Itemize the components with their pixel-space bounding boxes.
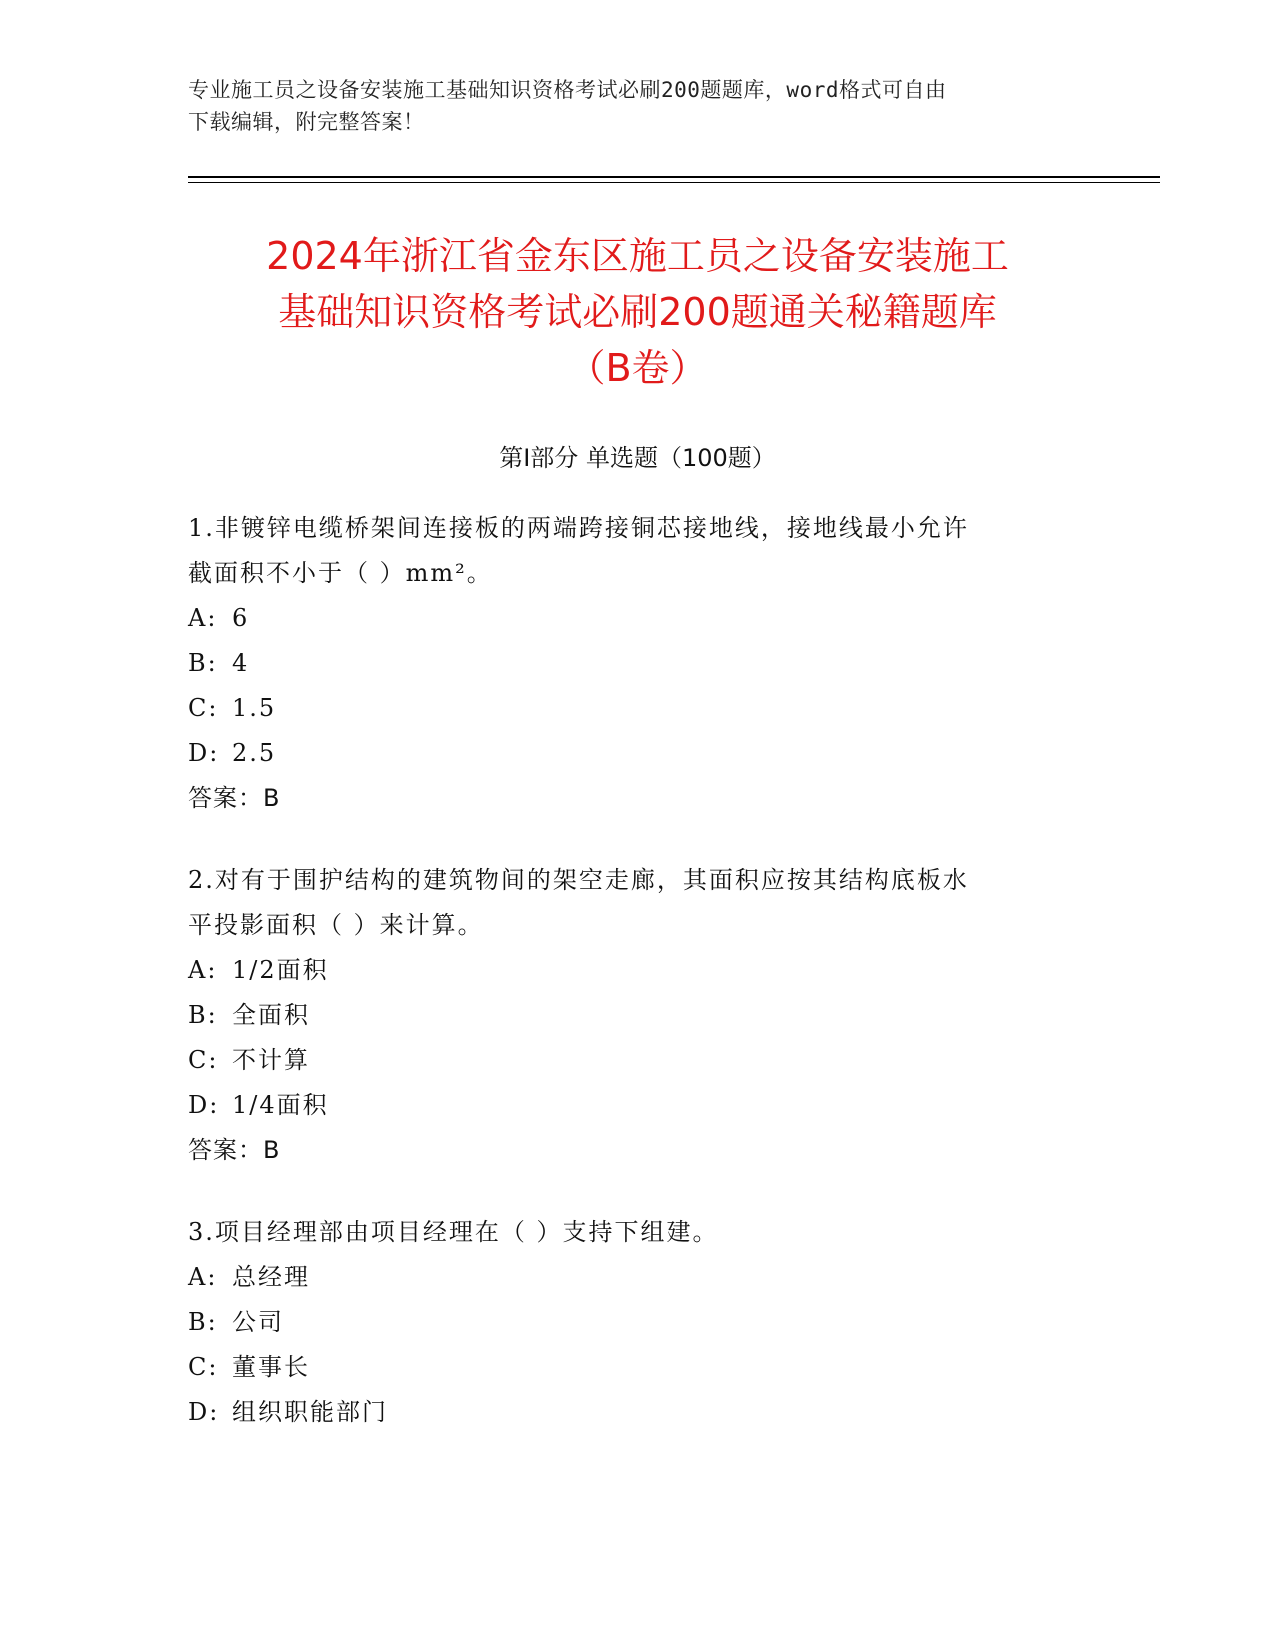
option-text: 董事长 (232, 1353, 310, 1381)
option-c (188, 1345, 1068, 1390)
question-stem-line-1: 1.非镀锌电缆桥架间连接板的两端跨接铜芯接地线，接地线最小允许 (188, 514, 969, 542)
title-line-1: 2024年浙江省金东区施工员之设备安装施工 (266, 234, 1009, 278)
option-key: D: (188, 1398, 220, 1426)
option-text: 公司 (232, 1308, 284, 1336)
option-a (188, 596, 1068, 641)
option-key: A: (188, 1263, 218, 1291)
question-stem (188, 506, 1068, 596)
option-c (188, 686, 1068, 731)
answer: 答案：B (188, 1136, 281, 1164)
option-text: 1/4面积 (232, 1091, 329, 1119)
option-d (188, 1390, 1068, 1435)
option-b (188, 641, 1068, 686)
option-c (188, 1038, 1068, 1083)
option-b (188, 1300, 1068, 1345)
option-a (188, 1255, 1068, 1300)
option-text: 2.5 (232, 739, 277, 767)
option-text: 全面积 (232, 1001, 310, 1029)
option-key: A: (188, 956, 218, 984)
section-heading: 第Ⅰ部分 单选题（100题） (499, 444, 776, 472)
question-stem (188, 858, 1068, 948)
option-d (188, 1083, 1068, 1128)
question-stem-line-2: 平投影面积（ ）来计算。 (188, 911, 484, 939)
option-key: A: (188, 604, 218, 632)
header-note-line-1: 专业施工员之设备安装施工基础知识资格考试必刷200题题库，word格式可自由 (188, 78, 947, 102)
option-key: B: (188, 1001, 218, 1029)
option-key: C: (188, 1046, 219, 1074)
option-key: C: (188, 694, 219, 722)
question-2 (188, 858, 1068, 1173)
option-key: D: (188, 739, 220, 767)
option-key: C: (188, 1353, 219, 1381)
option-text: 4 (232, 649, 250, 677)
option-text: 不计算 (232, 1046, 310, 1074)
header-note (188, 74, 1088, 138)
question-stem-line-1: 2.对有于围护结构的建筑物间的架空走廊，其面积应按其结构底板水 (188, 866, 969, 894)
question-stem (188, 1210, 1068, 1255)
option-text: 组织职能部门 (232, 1398, 388, 1426)
option-text: 6 (232, 604, 250, 632)
option-key: B: (188, 649, 218, 677)
option-text: 1.5 (232, 694, 277, 722)
option-b (188, 993, 1068, 1038)
question-stem-line-1: 3.项目经理部由项目经理在（ ）支持下组建。 (188, 1218, 719, 1246)
title-line-2: 基础知识资格考试必刷200题通关秘籍题库 (278, 290, 997, 334)
header-note-line-2: 下载编辑，附完整答案！ (188, 110, 425, 134)
header-divider-thick (188, 176, 1160, 178)
option-text: 1/2面积 (232, 956, 329, 984)
option-d (188, 731, 1068, 776)
option-key: D: (188, 1091, 220, 1119)
document-title (150, 228, 1125, 396)
question-1 (188, 506, 1068, 821)
title-line-3: （B卷） (567, 346, 708, 390)
answer: 答案：B (188, 784, 281, 812)
question-3 (188, 1210, 1068, 1435)
question-stem-line-2: 截面积不小于（ ）mm²。 (188, 559, 493, 587)
option-text: 总经理 (232, 1263, 310, 1291)
option-a (188, 948, 1068, 993)
option-key: B: (188, 1308, 218, 1336)
header-divider-thin (188, 182, 1160, 183)
